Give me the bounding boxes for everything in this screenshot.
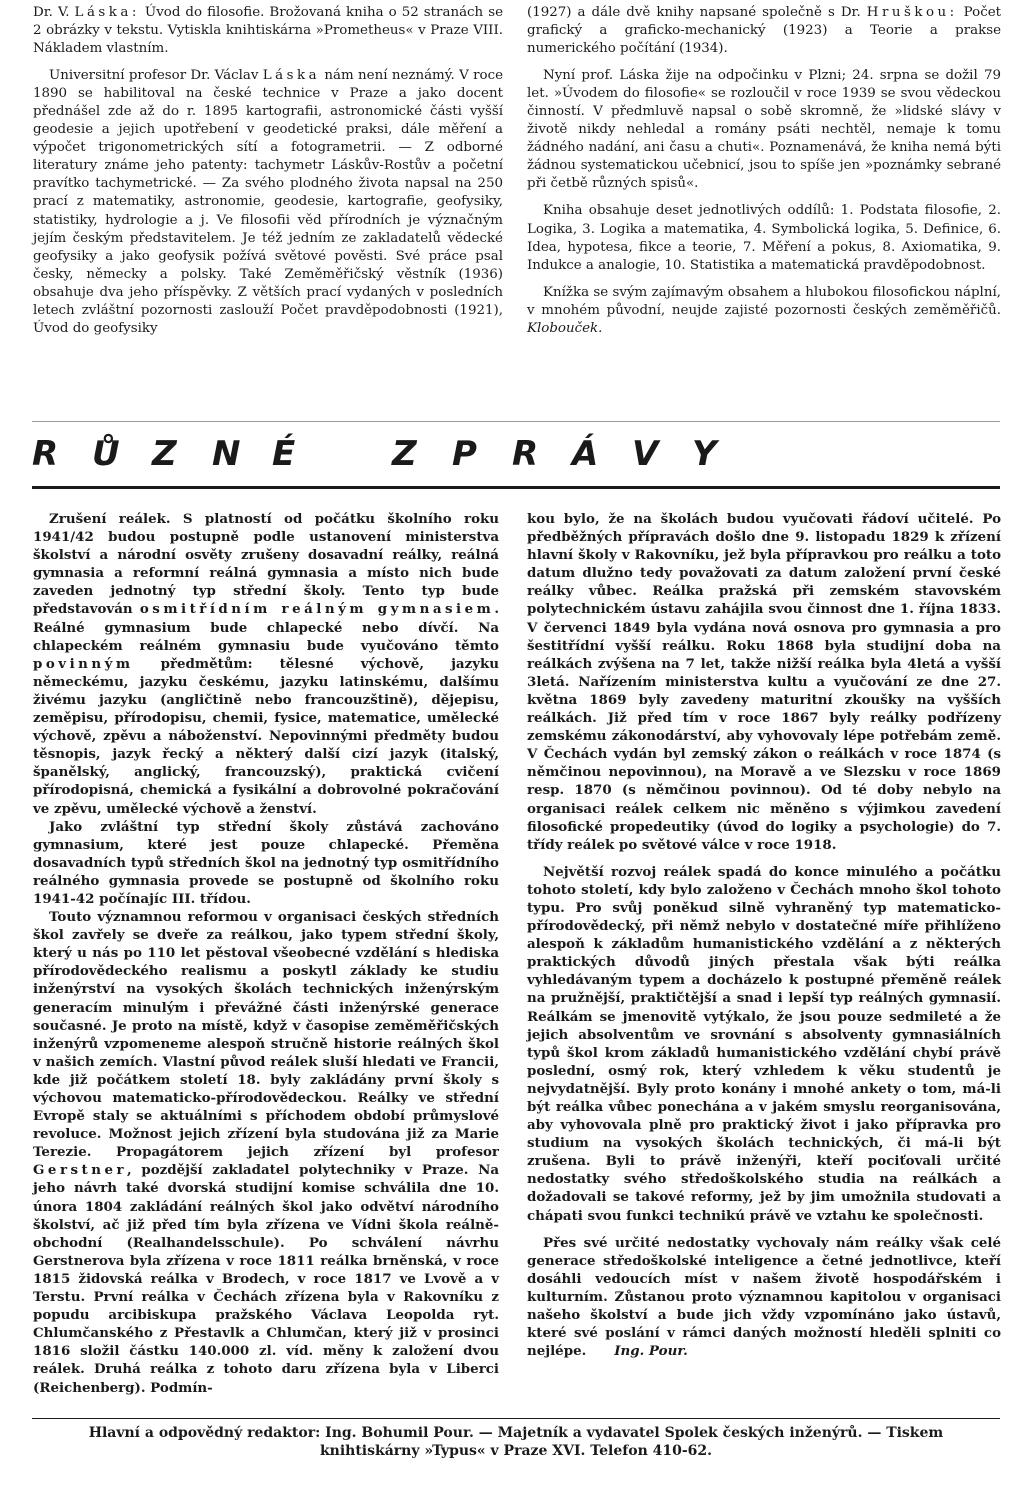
review-text: Knížka se svým zajímavým obsahem a hlubokou filosofickou náplní, v mnohém původní, neujde zajisté pozornosti českých zeměměřičů. [527, 284, 1001, 318]
article-text: Touto významnou reformou v organisaci českých středních škol zavřely se dveře za reálkou, jako typem střední školy, který u nás po 110 let pěstoval všeobecné vzdělání s hlediska přírodovědeckého realismu a poskytl základy ke studiu inženýrství na vysokých školách technických inženýrským generacím minulým i převážné části inženýrské generace současné. Je proto na místě, když v časopise zeměměřičských inženýrů vzpomeneme alespoň stručně historie reálných škol v našich zemích. Vlastní původ reálek sluší hledati ve Francii, kde již počátkem století 18. byly zakládány první školy s výchovou matematicko-přírodovědeckou. Reálky ve střední Evropě staly se aktuálními s příchodem období průmyslové revoluce. Možnost jejich zřízení byla studována již za Marie Terezie. Propagátorem jejich zřízení byl profesor [33, 909, 499, 1161]
article-text: S platností od počátku školního roku 1941/42 budou postupně podle ustanovení ministerstva školství a národní osvěty zrušeny dosavadní reálky, reálná gymnasia a reformní reálná gymnasia a místo nich bude zaveden jednotný typ střední školy. Tento typ bude představován [33, 511, 500, 618]
article-column-left [33, 510, 499, 1397]
section-title-letter: Z [392, 434, 417, 474]
article-emphasis: povinným [33, 655, 134, 672]
article-paragraph: kou bylo, že na školách budou vyučovati řádoví učitelé. Po předběžných přípravách došlo dne 9. listopadu 1829 k zřízení hlavní školy v Rakovníku, jež byla přípravkou pro reálku a toto datum dlužno tedy považovati za datum založení první české reálky vůbec. Reálka pražská při zemském stavovském polytechnickém ústavu zahájila svou činnost dne 1. října 1833. V červenci 1849 byla vydána nová osnova pro gymnasia a pro šestitřídní vyšší reálku. Roku 1868 byla studijní doba na reálkách zvýšena na 7 let, takže nižší reálka byla 4letá a vyšší 3letá. Nařízením ministerstva kultu a vyučování ze dne 27. května 1869 byly zavedeny maturitní zkoušky na vyšších reálkách. Již před tím v roce 1867 byly reálky podřízeny zemskému zákonodárství, aby vyhovovaly lépe potřebám země. V Čechách vydán byl zemský zákon o reálkách v roce 1874 (s němčinou nepovinnou), na Moravě a ve Slezsku v roce 1869 resp. 1870 (s němčinou povinnou). Od té doby nebylo na organisaci reálek celkem nic měněno s výjimkou zavedení filosofické propedeutiky (úvod do logiky a psychologie) do 7. třídy reálek po světové válce v roce 1918. [527, 511, 1001, 853]
review-signature: Klobouček. [527, 320, 603, 336]
review-paragraph [33, 67, 503, 338]
article-text: , pozdější zakladatel polytechniky v Praze. Na jeho návrh také dvorská studijní komise schválila dne 10. února 1804 zakládání reálných škol jako odvětví národního školství, ač již před tím byla zřízena ve Vídni škola reálně-obchodní (Realhandelsschule). Po schválení návrhu Gerstnerova byla zřízena v roce 1811 reálka brněnská, v roce 1815 židovská reálka v Brodech, v roce 1817 ve Lvově a v Terstu. První reálka v Čechách zřízena byla v Rakovníku z popudu arcibiskupa pražského Václava Leopolda ryt. Chlumčanského z Přestavlk a Chlumčan, který již v prosinci 1816 složil částku 140.000 zl. víd. měny k založení dvou reálek. Druhá reálka z tohoto daru zřízena byla v Liberci (Reichenberg). Podmín- [33, 1162, 499, 1396]
review-author: Láska: [74, 5, 140, 20]
section-title-letter: R [512, 434, 539, 474]
article-paragraph [527, 1234, 1001, 1361]
article-text: předmětům: tělesné výchově, jazyku německému, jazyku českému, jazyku latinskému, dalšímu živému jazyku (angličtině nebo francouzštině), dějepisu, zeměpisu, přírodopisu, chemii, fysice, matematice, umělecké výchově, zpěvu a náboženství. Nepovinnými předměty budou těsnopis, jazyk řecký a některý další cizí jazyk (italský, španělský, anglický, francouzský), praktická cvičení přírodopisná, chemická a fysikální a dobrovolné pokračování ve zpěvu, umělecké výchově a ženství. [33, 655, 499, 817]
review-prefix: Dr. V. [33, 5, 75, 20]
section-title-letter: P [452, 434, 477, 474]
imprint-line: knihtiskárny »Typus« v Praze XVI. Telefon 410-62. [319, 1443, 713, 1459]
article-name: Gerstner [33, 1162, 128, 1179]
imprint-footer [32, 1424, 1000, 1460]
imprint-line: Hlavní a odpovědný redaktor: Ing. Bohumil Pour. — Majetník a vydavatel Spolek českých inženýrů. — Tiskem [88, 1425, 944, 1441]
review-text: nám není neznámý. V roce 1890 se habilitoval na české technice v Praze a jako docent přednášel zde až do r. 1895 kartografii, astronomické části vyšší geodesie a jejich upotřebení v geodetické praksi, dále měření a výpočet trigonometrických sítí a fotogrametrii. — Z odborné literatury známe jeho patenty: tachymetr Láskův-Rostův a početní pravítko tachymetrické. — Za svého plodného života napsal na 250 prací z matematiky, astronomie, geodesie, kartografie, geofysiky, statistiky, hydrologie a j. Ve filosofii věd přírodních je význačným jejím českým představitelem. Je též jedním ze zakladatelů vědecké geofysiky a jako geofysik požívá světové pověsti. Své práce psal česky, německy a polsky. Také Zeměměřičský věstník (1936) obsahuje dva jeho příspěvky. Z větších prací vydaných v posledních letech zvláštní pozornosti zaslouží Počet pravděpodobnosti (1921), Úvod do geofysiky [33, 68, 503, 336]
review-heading-paragraph [33, 4, 503, 58]
review-book-info: Úvod do filosofie. Brožovaná kniha o 52 stranách se 2 obrázky v tekstu. Vytiskla knihtiskárna »Prometheus« v Praze VIII. Nákladem vlastním. [33, 5, 503, 57]
review-paragraph [527, 4, 1001, 58]
banner-rule-bottom [32, 486, 1000, 489]
review-paragraph [527, 284, 1001, 338]
section-title-letter: Á [572, 434, 599, 474]
article-title: Zrušení reálek. [49, 511, 171, 527]
section-title-letter: É [272, 434, 296, 474]
section-title-letter: R [32, 434, 59, 474]
article-paragraph: Největší rozvoj reálek spadá do konce minulého a počátku tohoto století, kdy bylo založeno v Čechách mnoho škol tohoto typu. Pro svůj poněkud silně vyhraněný typ matematicko-přírodovědecký, při němž nebylo v dostatečné míře přihlíženo alespoň k základům humanistického vzdělání a z některých praktických důvodů jiných přestala však býti reálka vyhledávaným typem a docházelo k postupné přeměně reálek na pružnější, praktičtější a snad i lepší typ reálných gymnasií. Reálkám se jmenovitě vytýkalo, že jsou pouze sedmileté a že jejich absolventům ve srovnání s absolventy gymnasiálních typů škol krom základů humanistického vzdělání chybí právě poslední, osmý rok, který vzhledem k věku studentů je nejvydatnější. Byly proto konány i mnohé ankety o tom, má-li být reálka vůbec ponechána a v jakém smyslu reorganisována, aby vyhovovala plně pro praktický život i jako přípravka pro studium na vysokých školách technických, či má-li být zrušena. Byli to právě inženýři, kteří pociťovali určité nedostatky svého středoškolského studia na reálkách a dožadovali se takové reformy, jež by jim umožnila studovati a chápati svou funkci technikú právě ve vztahu ke společnosti. [527, 863, 1001, 1224]
review-column-right [527, 4, 1001, 338]
article-emphasis: osmitřídním reálným gymnasiem [139, 601, 495, 618]
article-column-right [527, 510, 1001, 1360]
article-signature: Ing. Pour. [614, 1343, 688, 1360]
review-paragraph: Kniha obsahuje deset jednotlivých oddílů: 1. Podstata filosofie, 2. Logika, 3. Logika a matematika, 4. Symbolická logika, 5. Definice, 6. Idea, hypotesa, fikce a teorie, 7. Měření a pokus, 8. Axiomatika, 9. Indukce a analogie, 10. Statistika a matematická pravděpodobnost. [527, 203, 1001, 273]
article-text: Přes své určité nedostatky vychovaly nám reálky však celé generace středoškolské inteligence a četné jednotlivce, kteří dosáhli vedoucích míst v našem životě hospodářském i kulturním. Zůstanou proto významnou kapitolou v organisaci našeho školství a bude jich vždy vzpomínáno jako ústavů, které své poslání v rámci daných možností hleděli splniti co nejlépe. [527, 1234, 1001, 1360]
review-text: Počet grafický a graficko-mechanický (1923) a Teorie a prakse numerického počítání (1934). [527, 5, 1001, 57]
section-title-letter: Ů [92, 434, 120, 474]
article-paragraph [33, 908, 499, 1397]
article-paragraph [33, 510, 499, 818]
review-coauthor: Hruškou: [866, 5, 958, 20]
banner-rule-top [32, 421, 1000, 422]
section-title-letter: Z [152, 434, 177, 474]
article-text: . Reálné gymnasium bude chlapecké nebo dívčí. Na chlapeckém reálném gymnasiu bude vyučováno těmto [33, 601, 499, 654]
footer-rule [32, 1418, 1000, 1419]
section-title [32, 434, 717, 474]
review-text: (1927) a dále dvě knihy napsané společně s Dr. [527, 5, 867, 20]
section-title-letter: Y [692, 434, 717, 474]
review-text: Universitní profesor Dr. Václav [49, 68, 263, 84]
section-title-letter: V [632, 434, 659, 474]
section-title-letter: N [212, 434, 241, 474]
review-column-left [33, 4, 503, 338]
review-paragraph: Nyní prof. Láska žije na odpočinku v Plzni; 24. srpna se dožil 79 let. »Úvodem do filosofie« se rozloučil v roce 1939 se svou vědeckou činností. V předmluvě napsal o sobě skromně, že »lidské slávy v životě nikdy nehledal a romány psáti nechtěl, nemaje k tomu žádného nadání, ani času a chuti«. Poznamenává, že kniha nemá býti žádnou systematickou učebnicí, jsou to spíše jen »poznámky sebrané při četbě různých spisů«. [527, 68, 1001, 192]
article-paragraph: Jako zvláštní typ střední školy zůstává zachováno gymnasium, které jest pouze chlapecké. Přeměna dosavadních typů středních škol na jednotný typ osmitřídního reálného gymnasia provede se postupně od školního roku 1941-42 počínajíc III. třídou. [33, 818, 499, 907]
review-name: Láska [262, 68, 321, 84]
